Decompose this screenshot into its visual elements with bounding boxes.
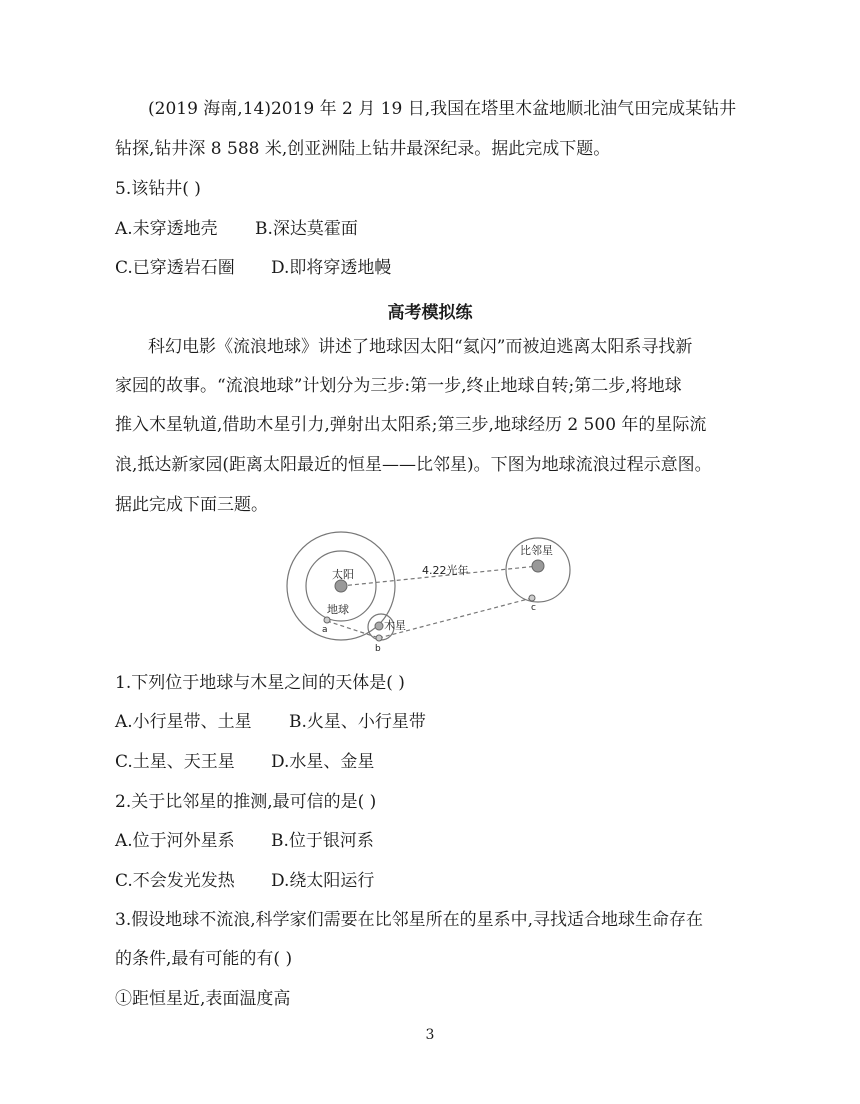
earth-label: 地球	[327, 603, 349, 616]
q2-stem: 2.关于比邻星的推测,最可信的是( )	[115, 792, 377, 812]
passage-line-1: 科幻电影《流浪地球》讲述了地球因太阳“氦闪”而被迫逃离太阳系寻找新	[148, 337, 693, 357]
intro-line-2: 钻探,钻井深 8 588 米,创亚洲陆上钻井最深纪录。据此完成下题。	[115, 139, 611, 159]
passage-line-4: 浪,抵达新家园(距离太阳最近的恒星——比邻星)。下图为地球流浪过程示意图。	[115, 455, 712, 475]
q5-option-c: C.已穿透岩石圈	[115, 258, 235, 278]
sun-label: 太阳	[332, 568, 354, 581]
q5-option-a: A.未穿透地壳	[115, 219, 218, 239]
q3-option-1: ①距恒星近,表面温度高	[115, 989, 291, 1009]
proxima-label: 比邻星	[520, 544, 553, 557]
passage-line-5: 据此完成下面三题。	[115, 495, 268, 515]
q1-option-a: A.小行星带、土星	[115, 712, 252, 732]
wandering-earth-diagram	[280, 528, 580, 658]
section-title: 高考模拟练	[387, 303, 473, 323]
path-b-c	[379, 598, 532, 638]
q5-option-b: B.深达莫霍面	[255, 219, 358, 239]
earth-point-a	[324, 617, 330, 623]
q5-option-d: D.即将穿透地幔	[271, 258, 392, 278]
passage-line-3: 推入木星轨道,借助木星引力,弹射出太阳系;第三步,地球经历 2 500 年的星际流	[115, 415, 707, 435]
q2-option-d: D.绕太阳运行	[271, 871, 375, 891]
point-c-label: c	[531, 603, 536, 613]
q1-option-c: C.土星、天王星	[115, 752, 235, 772]
earth-point-b	[376, 635, 382, 641]
jupiter-label: 木星	[384, 619, 406, 632]
earth-point-c	[529, 595, 535, 601]
q5-stem: 5.该钻井( )	[115, 179, 201, 199]
point-a-label: a	[322, 625, 328, 635]
passage-line-2: 家园的故事。“流浪地球”计划分为三步:第一步,终止地球自转;第二步,将地球	[115, 376, 682, 396]
page-number: 3	[425, 1027, 435, 1043]
q2-option-c: C.不会发光发热	[115, 871, 235, 891]
point-b-label: b	[375, 644, 381, 654]
jupiter-body	[375, 622, 383, 630]
q2-option-b: B.位于银河系	[271, 831, 374, 851]
q3-stem-line-2: 的条件,最有可能的有( )	[115, 949, 293, 969]
q1-option-b: B.火星、小行星带	[289, 712, 426, 732]
q1-option-d: D.水星、金星	[271, 752, 375, 772]
q1-stem: 1.下列位于地球与木星之间的天体是( )	[115, 673, 405, 693]
sun-body	[335, 580, 347, 592]
q2-option-a: A.位于河外星系	[115, 831, 235, 851]
intro-line-1: (2019 海南,14)2019 年 2 月 19 日,我国在塔里木盆地顺北油气田完成某钻井	[148, 99, 737, 119]
distance-label: 4.22光年	[422, 564, 469, 577]
q3-stem-line-1: 3.假设地球不流浪,科学家们需要在比邻星所在的星系中,寻找适合地球生命存在	[115, 910, 704, 930]
proxima-body	[532, 560, 544, 572]
